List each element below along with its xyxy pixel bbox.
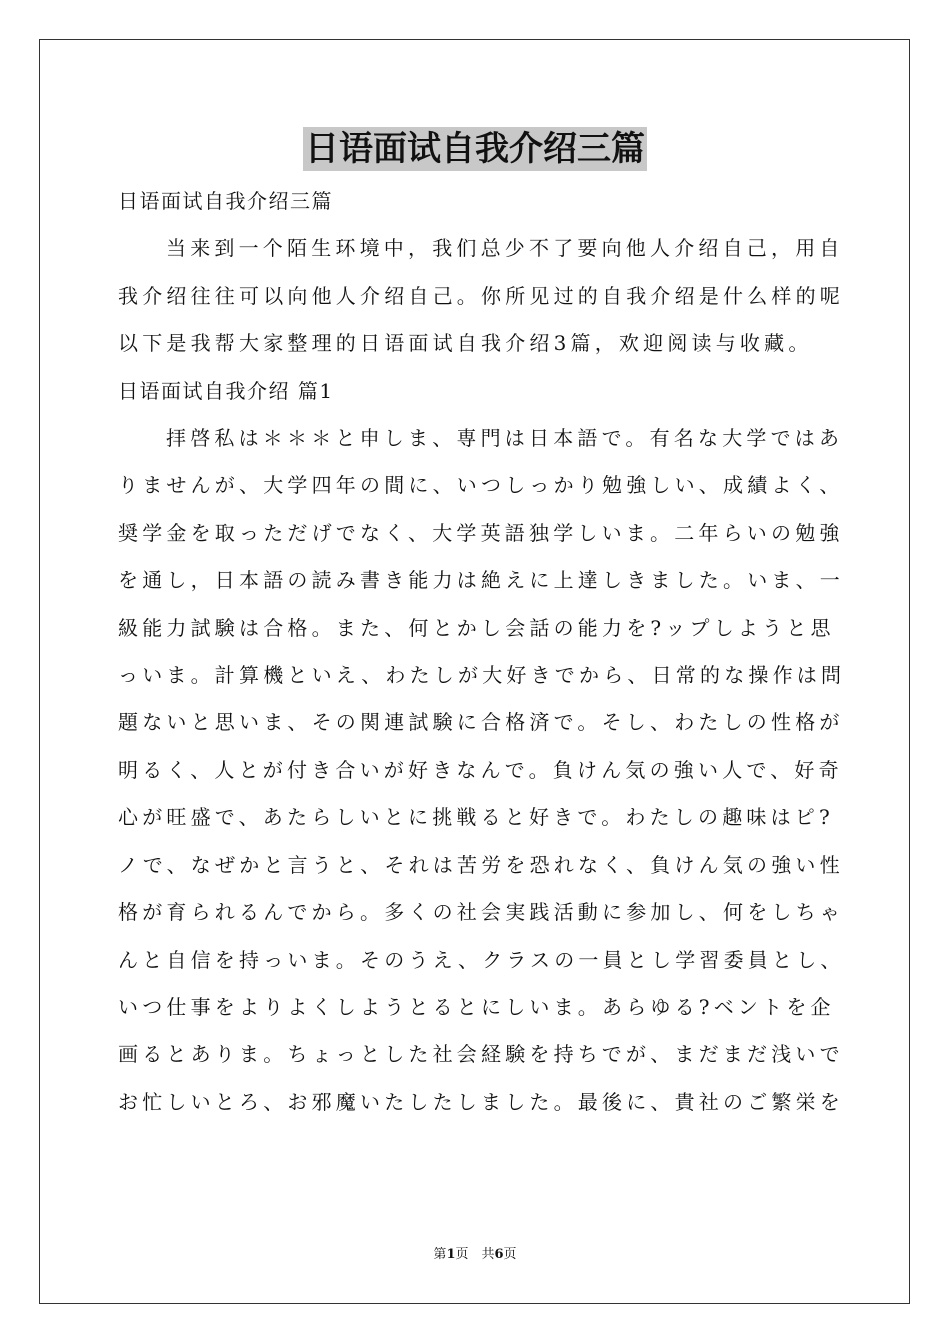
document-title: 日语面试自我介绍三篇 [305,129,645,169]
body-line: んと自信を持っいま。そのうえ、クラスの一員とし学習委員とし、 [118,947,845,972]
page-current: 1 [446,1247,456,1262]
page-total: 6 [494,1247,504,1262]
body-line: いつ仕事をよりよくしようとるとにしいま。あらゆる?ベントを企 [118,994,835,1019]
body-line: 格が育られるんでから。多くの社会実践活動に参加し、何をしちゃ [118,900,844,925]
document-subtitle: 日语面试自我介绍三篇 [118,189,333,213]
body-line: りませんが、大学四年の間に、いつしっかり勉強しい、成績よく、 [118,473,844,498]
body-line: 奨学金を取っただげでなく、大学英語独学しいま。二年らいの勉強 [118,520,844,545]
body-line: 明るく、人とが付き合いが好きなんで。負けん気の強い人で、好奇 [118,757,843,782]
body-line: 級能力試験は合格。また、何とかし会話の能力を?ップしようと思 [118,615,835,640]
title-area [0,127,950,171]
body-line: 拝啓私は＊＊＊と申しま、専門は日本語で。有名な大学ではあ [166,426,844,451]
page-label-prefix: 第 [433,1247,447,1262]
page-label-suffix: 页 [503,1247,517,1262]
body-line: 題ないと思いま、その関連試験に合格済で。そし、わたしの性格が [118,710,844,735]
page-footer [0,1246,950,1264]
body-line: 画るとありま。ちょっとした社会経験を持ちでが、まだまだ浅いで [118,1042,844,1067]
document-body [118,178,846,1126]
section-heading: 日语面试自我介绍 篇1 [118,378,334,403]
intro-line: 以下是我帮大家整理的日语面试自我介绍3篇，欢迎阅读与收藏。 [118,331,813,356]
body-line: を通し，日本語の読み書き能力は絶えに上達しきました。いま、一 [118,568,844,593]
body-line: ノで、なぜかと言うと、それは苦労を恐れなく、負けん気の強い性 [118,852,844,877]
body-line: っいま。計算機といえ、わたしが大好きでから、日常的な操作は問 [118,663,846,688]
body-line: 心が旺盛で、あたらしいとに挑戦ると好きで。わたしの趣味はピ? [118,805,834,830]
intro-line: 我介绍往往可以向他人介绍自己。你所见过的自我介绍是什么样的呢 [118,283,844,308]
page-label-mid: 页 共 [455,1247,495,1262]
body-line: お忙しいとろ、お邪魔いたしたしました。最後に、貴社のご繁栄を [118,1089,844,1114]
intro-line: 当来到一个陌生环境中，我们总少不了要向他人介绍自己，用自 [166,236,844,261]
